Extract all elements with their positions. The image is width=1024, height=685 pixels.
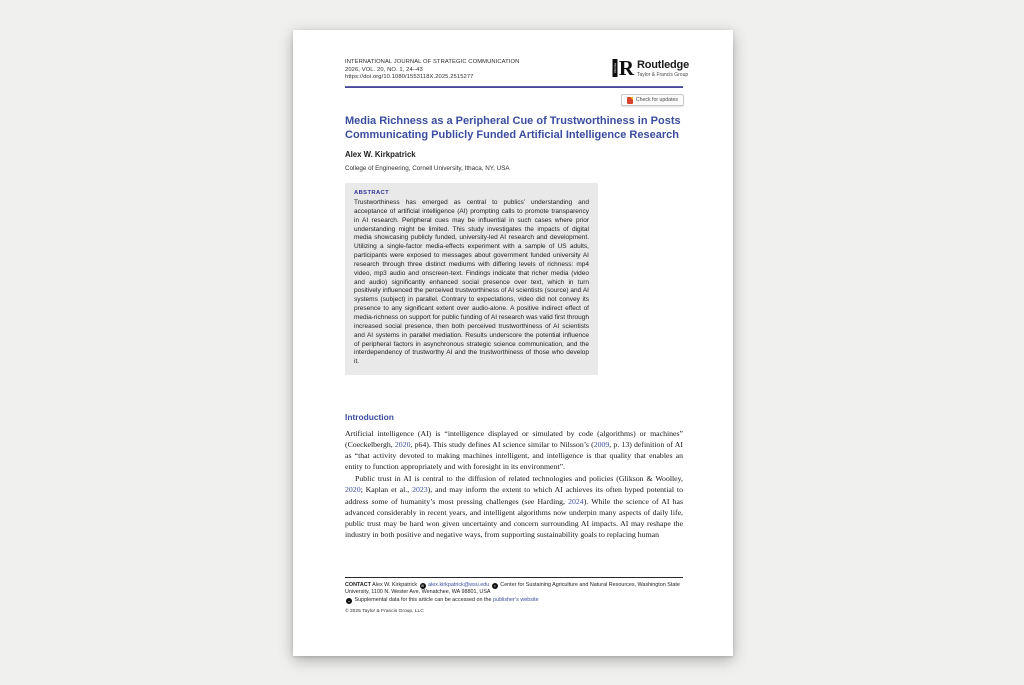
informa-strip-icon: informa [613, 59, 618, 77]
citation-link-harding-2024[interactable]: 2024 [568, 496, 584, 506]
publisher-group: Taylor & Francis Group [637, 72, 689, 78]
article-title-line1: Media Richness as a Peripheral Cue of Trustworthiness in Posts [345, 115, 681, 127]
routledge-r-icon: R [618, 56, 635, 80]
citation-link-nilsson-2009[interactable]: 2009 [593, 440, 610, 450]
check-for-updates-button[interactable] [621, 94, 684, 106]
copyright-line: © 2025 Taylor & Francis Group, LLC [345, 608, 424, 614]
abstract-section [345, 183, 598, 375]
citation-link-kaplan-2023[interactable]: 2023 [412, 485, 428, 495]
contact-email-link[interactable]: alex.kirkpatrick@wsu.edu [428, 582, 490, 588]
citation-link-glikson-2020[interactable]: 2020 [345, 485, 361, 495]
journal-info [345, 59, 519, 82]
article-title [345, 114, 697, 142]
intro-paragraph-1 [345, 428, 683, 472]
routledge-logo [613, 56, 689, 80]
paragraph-text: ). While the science of AI has advanced considerably in recent years, and intelligent algorithms now underpin many aspects of daily life, public trust may be hard won given uncertainty and concern surrounding AI impacts. AI may reshape the industry in both positive and negative ways, from supporting sustainability goals to replacing human [345, 496, 683, 539]
paragraph-text: Artificial intelligence (AI) is “intelligence displayed or simulated by code (algorithms) or machines” (Coeckelbergh, [345, 429, 683, 450]
journal-name: INTERNATIONAL JOURNAL OF STRATEGIC COMMUNICATION [345, 59, 520, 65]
footer-notes [345, 577, 683, 615]
building-icon: ⌂ [493, 584, 496, 588]
paragraph-text: , p. 13) definition of AI as “that activity devoted to making machines intelligent, and intelligence is that quality that enables an entity to function appropriately and with foresight in its environment”. [345, 440, 683, 472]
supplemental-note [345, 597, 683, 604]
introduction-body [345, 428, 683, 540]
abstract-text: Trustworthiness has emerged as central to publics’ understanding and acceptance of artificial intelligence (AI) prompting calls to promote transparency in AI research. Peripheral cues may be influential in such cases where prior understanding might be limited. This study investigates the impacts of digital media showcasing publicly funded, university-led AI research and development. Utilizing a single-factor media-effects experiment with a sample of US adults, participants were exposed to messages about government funded university AI research through three distinct mediums with differing levels of richness: mp4 video, mp3 audio and onscreen-text. Findings indicate that richer media (video and audio) significantly enhanced social presence over text, which in turn positively influenced the perceived trustworthiness of AI scientists (source) and AI systems (subject) in parallel. Contrary to expectations, video did not convey its presence to any significant extent over audio-alone. A positive indirect effect of media-richness on support for public funding of AI research was valid first through increased social presence, then both perceived trustworthiness of AI scientists and AI systems in parallel mediation. Results underscore the potential influence of peripheral factors in asynchronous strategic science communication, and the interdependency of trustworthy AI and the trustworthiness of those who develop it. [354, 199, 589, 366]
routledge-logo-text [637, 59, 689, 78]
introduction-heading: Introduction [345, 412, 394, 422]
paragraph-text: Public trust in AI is central to the diffusion of related technologies and policies (Glikson & Woolley, [355, 474, 683, 484]
page-header [345, 56, 689, 82]
author-affiliation: College of Engineering, Cornell University, Ithaca, NY, USA [345, 165, 510, 172]
paragraph-text: ), and may inform the extent to which AI achieves its often hyped potential to address some of humanity’s most pressing challenges (see Harding, [345, 485, 683, 506]
supplemental-text: Supplemental data for this article can be accessed on the [353, 597, 493, 604]
contact-label: CONTACT [345, 582, 371, 588]
publisher-name: Routledge [637, 59, 689, 71]
paragraph-text: , p64). This study defines AI science similar to Nilsson’s ( [410, 440, 594, 450]
citation-link-coeckelbergh-2020[interactable]: 2020 [394, 440, 411, 450]
header-divider [345, 86, 683, 88]
contact-address: Center for Sustaining Agriculture and Natural Resources, Washington State University, 1100 N. Wester Ave, Wenatchee, WA 98801, USA [345, 582, 680, 596]
intro-paragraph-2 [345, 473, 683, 540]
article-title-line2: Communicating Publicly Funded Artificial Intelligence Research [345, 129, 679, 141]
abstract-heading: ABSTRACT [354, 190, 390, 196]
journal-issue: 2026, VOL. 20, NO. 1, 24–43 [345, 66, 423, 73]
author-name: Alex W. Kirkpatrick [345, 150, 416, 159]
publisher-website-link[interactable]: publisher’s website [492, 597, 539, 604]
crossmark-icon [627, 97, 633, 104]
contact-name: Alex W. Kirkpatrick [370, 582, 419, 588]
mail-icon: ✉ [421, 584, 425, 588]
paragraph-text: ; Kaplan et al., [360, 485, 413, 495]
supplemental-data-icon: ◒ [347, 599, 351, 604]
check-for-updates-label: Check for updates [635, 97, 678, 103]
journal-doi: https://doi.org/10.1080/1553118X.2025.2515277 [345, 74, 474, 81]
paper-page [293, 30, 733, 656]
contact-block [345, 582, 683, 596]
